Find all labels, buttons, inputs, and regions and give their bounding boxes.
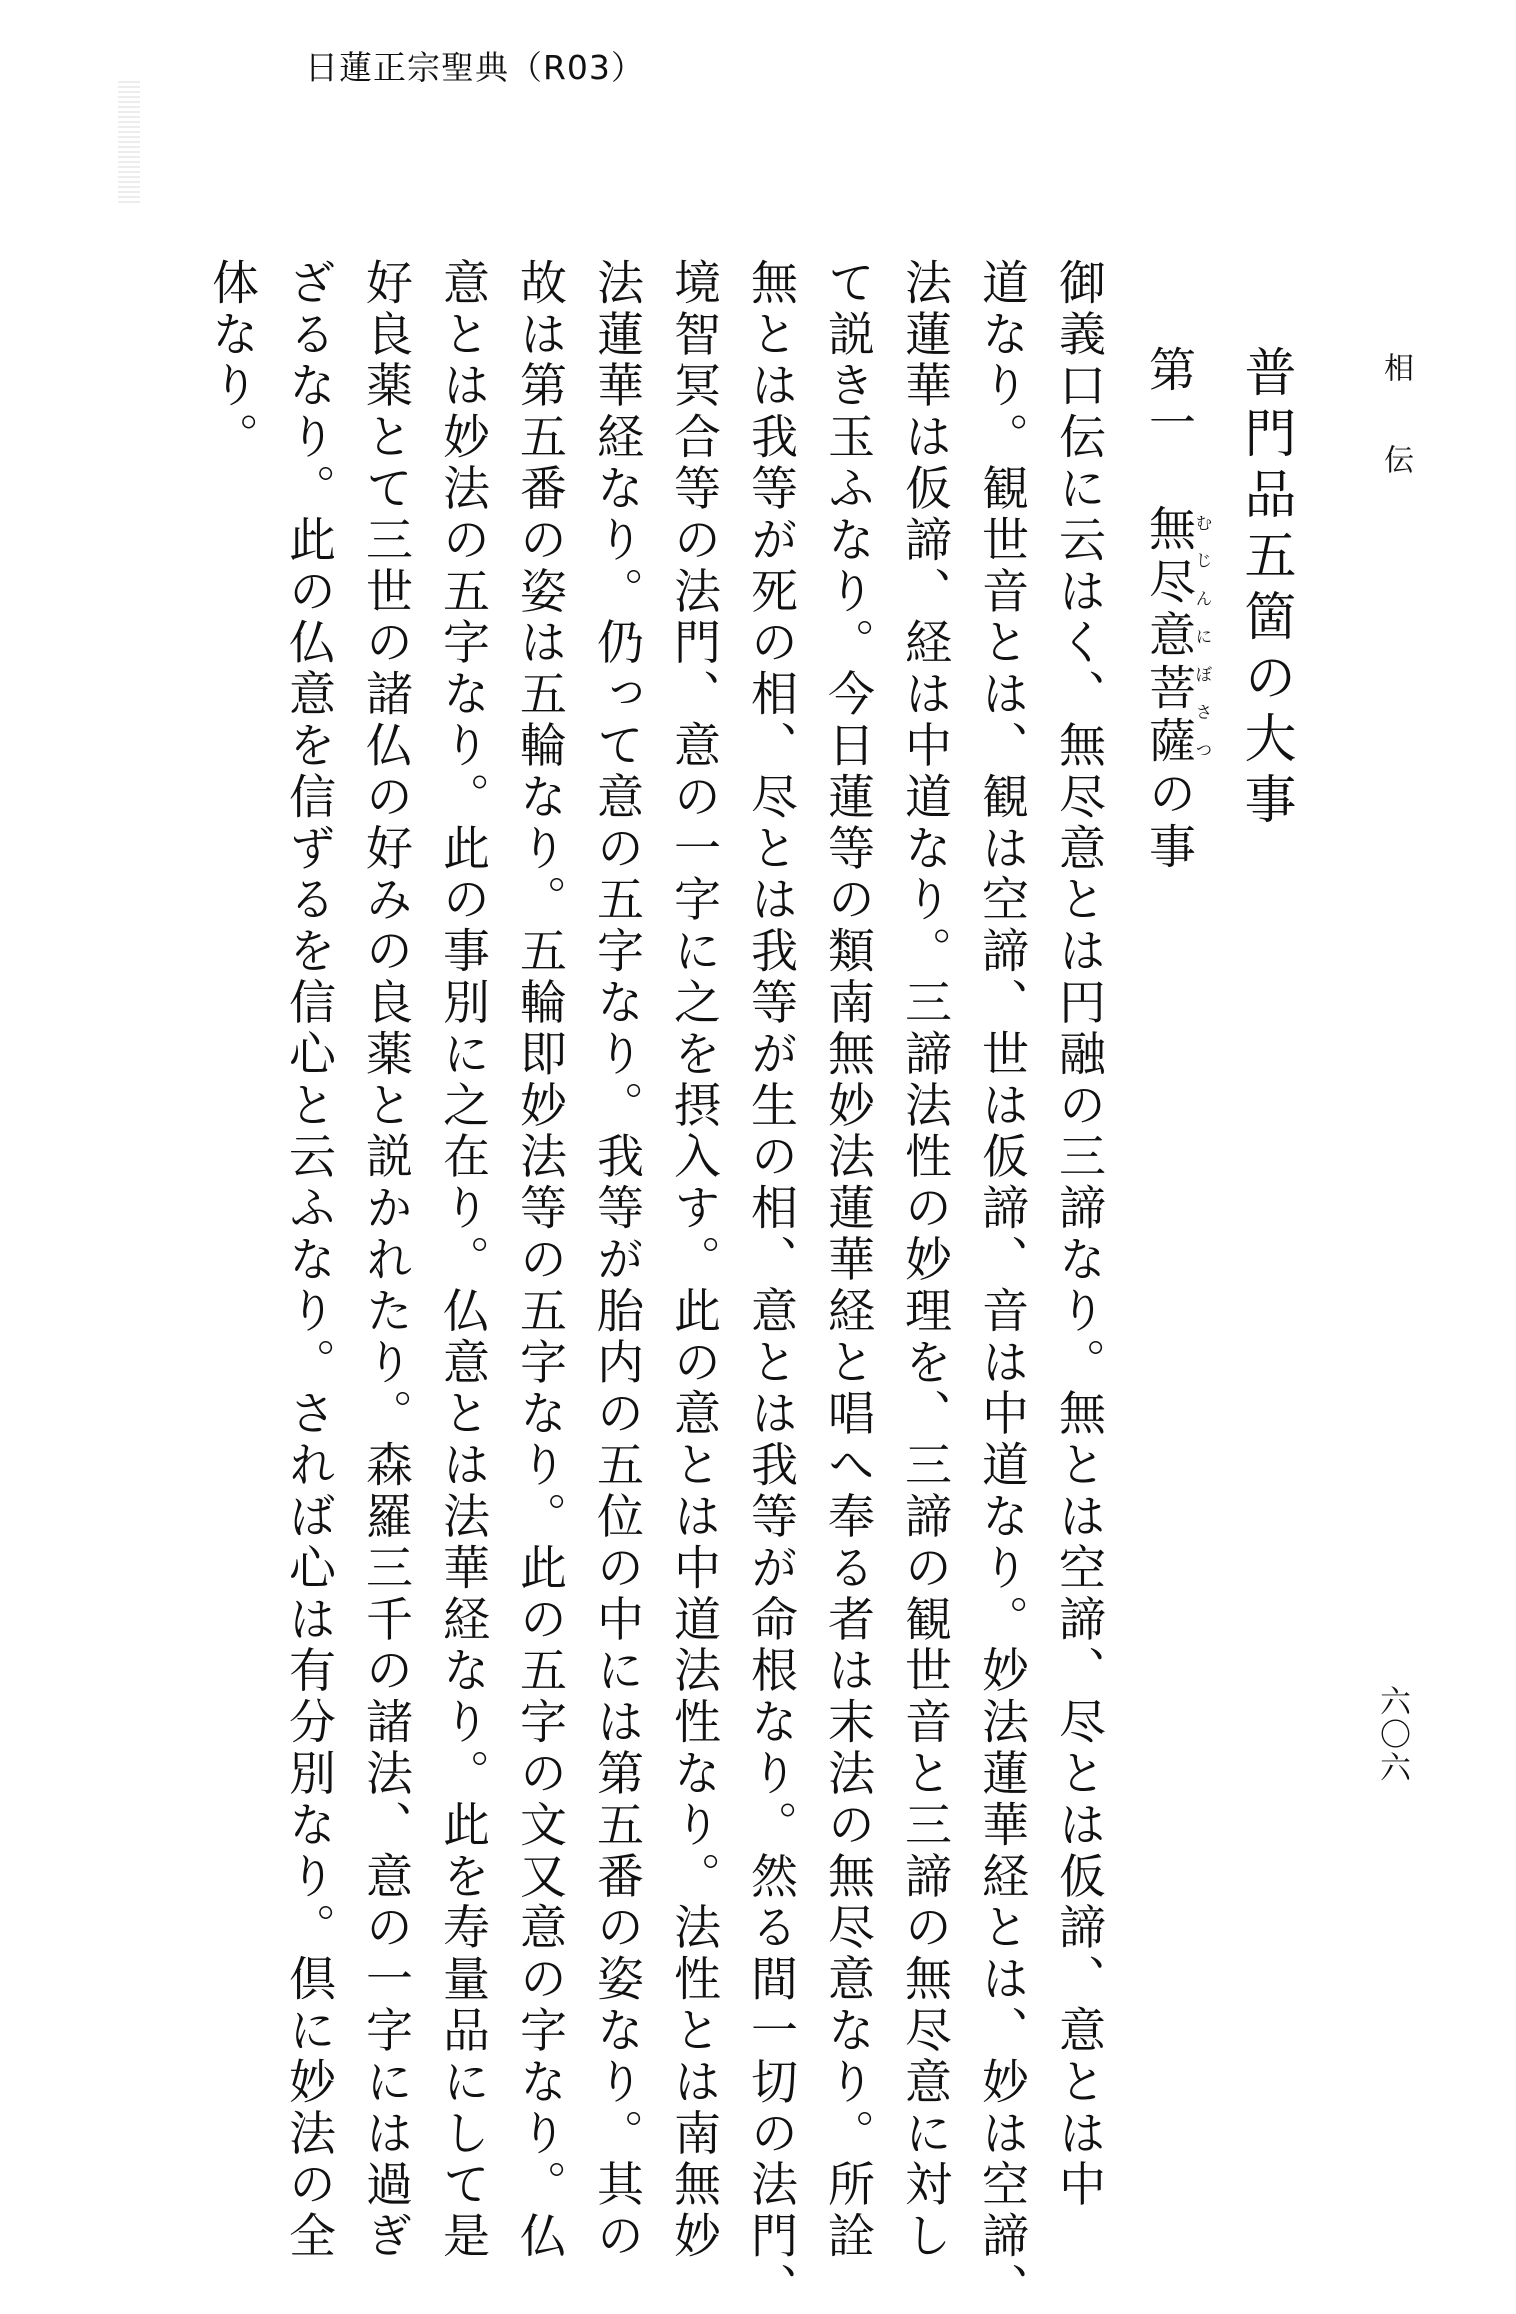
section-ruby	[1141, 504, 1212, 769]
body-line: 無とは我等が死の相、尽とは我等が生の相、意とは我等が命根なり。然る間一切の法門、	[743, 258, 798, 2314]
body-line: 好良薬とて三世の諸仏の好みの良薬と説かれたり。森羅三千の諸法、意の一字には過ぎ	[358, 258, 413, 2263]
body-line: 故は第五番の姿は五輪なり。五輪即妙法等の五字なり。此の五字の文又意の字なり。仏	[512, 258, 567, 2263]
body-line: 境智冥合等の法門、意の一字に之を摂入す。此の意とは中道法性なり。法性とは南無妙	[666, 258, 721, 2263]
body-line: 道なり。観世音とは、観は空諦、世は仮諦、音は中道なり。妙法蓮華経とは、妙は空諦、	[974, 258, 1029, 2314]
body-line: 法蓮華経なり。仍って意の五字なり。我等が胎内の五位の中には第五番の姿なり。其の	[589, 258, 644, 2263]
body-line: 体なり。	[204, 258, 259, 464]
section-ruby-base: 無尽意菩薩	[1141, 504, 1196, 769]
body-line: ざるなり。此の仏意を信ずるを信心と云ふなり。されば心は有分別なり。倶に妙法の全	[281, 258, 336, 2263]
body-line: 意とは妙法の五字なり。此の事別に之在り。仏意とは法華経なり。此を寿量品にして是	[435, 258, 490, 2263]
scan-artifact	[118, 78, 140, 203]
body-line: 法蓮華は仮諦、経は中道なり。三諦法性の妙理を、三諦の観世音と三諦の無尽意に対し	[897, 258, 952, 2263]
section-ruby-reading: むじんにぼさつ	[1191, 504, 1212, 769]
page-number: 六〇六	[1374, 1685, 1410, 1784]
section-prefix: 第一	[1141, 345, 1196, 504]
document-header-title: 日蓮正宗聖典（R03）	[305, 48, 645, 87]
chapter-title: 普門品五箇の大事	[1235, 345, 1295, 833]
body-line: 御義口伝に云はく、無尽意とは円融の三諦なり。無とは空諦、尽とは仮諦、意とは中	[1051, 258, 1106, 2212]
section-heading	[1135, 345, 1211, 875]
section-suffix: の事	[1141, 769, 1196, 875]
running-head: 相伝	[1378, 352, 1413, 536]
body-line: て説き玉ふなり。今日蓮等の類南無妙法蓮華経と唱へ奉る者は末法の無尽意なり。所詮	[820, 258, 875, 2263]
